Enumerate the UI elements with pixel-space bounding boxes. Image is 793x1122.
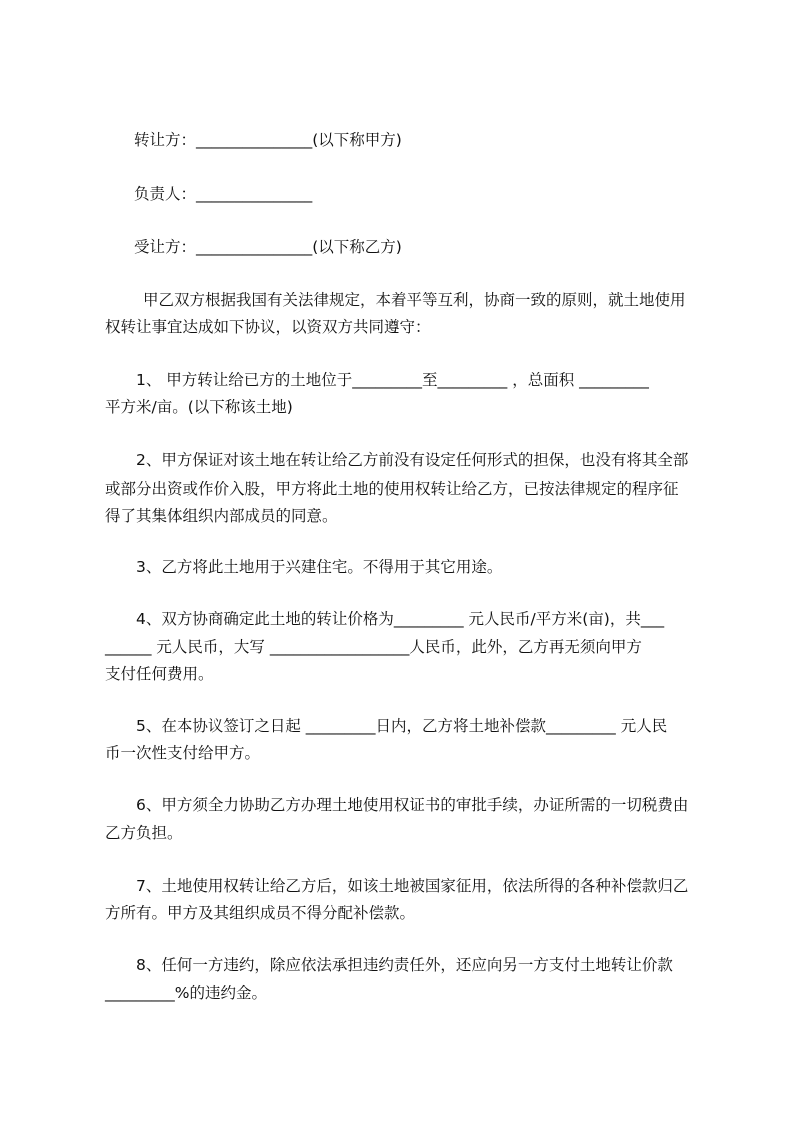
clause-8-line-2: _________%的违约金。 xyxy=(105,984,267,1002)
clause-3-line-1: 3、乙方将此土地用于兴建住宅。不得用于其它用途。 xyxy=(136,558,503,576)
clause-2-line-1: 2、甲方保证对该土地在转让给乙方前没有设定任何形式的担保，也没有将其全部 xyxy=(136,451,689,469)
clause-1-line-2: 平方米/亩。(以下称该土地) xyxy=(105,398,293,416)
clause-4-line-1: 4、双方协商确定此土地的转让价格为_________ 元人民币/平方米(亩)，共___ xyxy=(136,610,665,628)
clause-6-line-2: 乙方负担。 xyxy=(105,824,183,842)
clause-7-line-2: 方所有。甲方及其组织成员不得分配补偿款。 xyxy=(105,904,416,922)
clause-7-line-1: 7、土地使用权转让给乙方后，如该土地被国家征用，依法所得的各种补偿款归乙 xyxy=(136,877,689,895)
clause-5-line-2: 币一次性支付给甲方。 xyxy=(105,744,261,762)
clause-4-line-2: ______ 元人民币，大写 __________________人民币，此外，乙方再无须向甲方 xyxy=(105,638,642,656)
clause-2-line-2: 或部分出资或作价入股，甲方将此土地的使用权转让给乙方，已按法律规定的程序征 xyxy=(105,480,679,498)
intro-line-2: 权转让事宜达成如下协议，以资双方共同遵守： xyxy=(105,318,431,336)
clause-1-line-1: 1、 甲方转让给已方的土地位于_________至_________ ，总面积 _________ xyxy=(136,371,649,389)
transferee-line: 受让方：_______________(以下称乙方) xyxy=(134,238,402,256)
responsible-person-line: 负责人：_______________ xyxy=(134,185,313,203)
transferor-line: 转让方：_______________(以下称甲方) xyxy=(134,131,402,149)
clause-4-line-3: 支付任何费用。 xyxy=(105,665,214,683)
clause-2-line-3: 得了其集体组织内部成员的同意。 xyxy=(105,507,338,525)
clause-5-line-1: 5、在本协议签订之日起 _________日内，乙方将土地补偿款_________ 元人民 xyxy=(136,717,668,735)
clause-6-line-1: 6、甲方须全力协助乙方办理土地使用权证书的审批手续，办证所需的一切税费由 xyxy=(136,796,689,814)
clause-8-line-1: 8、任何一方违约，除应依法承担违约责任外，还应向另一方支付土地转让价款 xyxy=(136,956,673,974)
intro-line-1: 甲乙双方根据我国有关法律规定，本着平等互利，协商一致的原则，就土地使用 xyxy=(143,291,686,309)
